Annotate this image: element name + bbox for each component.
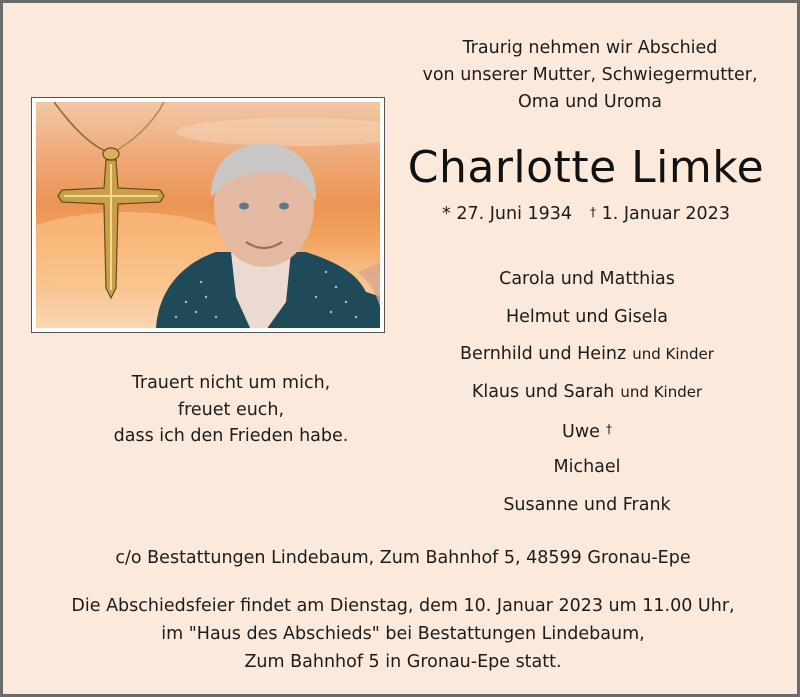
mourner-entry: [407, 304, 767, 342]
intro-line: von unserer Mutter, Schwiegermutter,: [422, 65, 758, 85]
verse-line: freuet euch,: [177, 399, 285, 420]
mourner-names: Carola und Matthias: [499, 269, 675, 289]
contact-address: c/o Bestattungen Lindebaum, Zum Bahnhof 5, 48599 Gronau-Epe: [115, 548, 691, 568]
portrait-photo-frame: [31, 97, 385, 333]
deceased-name: Charlotte Limke: [407, 142, 765, 193]
mourner-suffix: und Kinder: [632, 345, 714, 364]
mourner-names: Klaus und Sarah: [471, 381, 615, 402]
mourner-suffix: und Kinder: [620, 382, 703, 401]
mourner-names: Michael: [553, 456, 621, 477]
birth-date: * 27. Juni 1934: [442, 204, 573, 224]
intro-line: Oma und Uroma: [517, 92, 663, 112]
death-cross-icon: †: [590, 205, 597, 219]
deceased-cross-icon: †: [605, 422, 612, 437]
portrait-illustration: [36, 102, 380, 328]
intro-line: Traurig nehmen wir Abschied: [462, 38, 718, 58]
mourner-entry: [407, 341, 767, 379]
ceremony-line: Zum Bahnhof 5 in Gronau-Epe statt.: [244, 652, 562, 672]
intro-text: [405, 35, 775, 116]
mourner-entry: [407, 416, 767, 454]
ceremony-line: im "Haus des Abschieds" bei Bestattungen Lindebaum,: [161, 624, 645, 644]
mourner-names: Susanne und Frank: [503, 494, 671, 515]
verse-quote: [31, 370, 431, 450]
verse-line: Trauert nicht um mich,: [131, 373, 331, 393]
mourner-entry: [407, 454, 767, 492]
verse-line: dass ich den Frieden habe.: [113, 426, 349, 446]
mourner-entry: [407, 492, 767, 530]
mourner-names: Helmut und Gisela: [505, 306, 669, 327]
life-dates: [405, 204, 767, 224]
mourner-entry: [407, 379, 767, 417]
mourner-entry: [407, 266, 767, 304]
ceremony-info: [23, 592, 783, 676]
ceremony-line: Die Abschiedsfeier findet am Dienstag, dem 10. Januar 2023 um 11.00 Uhr,: [71, 596, 735, 616]
mourner-names: Bernhild und Heinz: [460, 344, 627, 365]
mourners-list: [407, 266, 767, 529]
death-date: 1. Januar 2023: [601, 204, 730, 224]
portrait-photo: [36, 102, 380, 328]
mourner-names: Uwe: [562, 422, 600, 443]
